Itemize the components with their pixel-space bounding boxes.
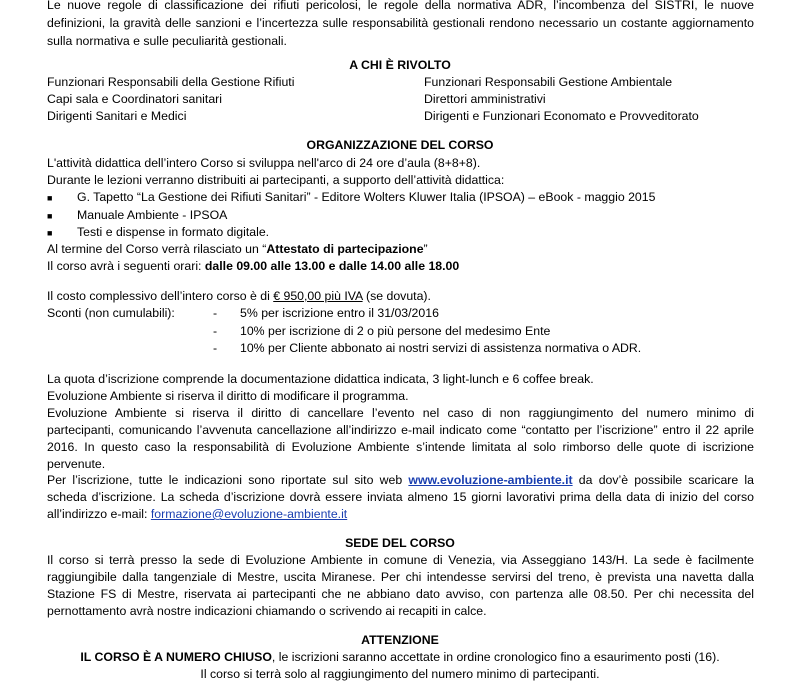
audience-left-item: Dirigenti Sanitari e Medici bbox=[47, 109, 187, 123]
venue-line-3: Stazione FS di Mestre, riservata ai partecipanti che ne abbiano dato avviso, con partenza alle 08.50. Per chi necessita del bbox=[47, 587, 754, 601]
email-prefix: all’indirizzo e-mail: bbox=[47, 507, 151, 521]
audience-right-item: Dirigenti e Funzionari Economato e Provveditorato bbox=[424, 109, 699, 123]
intro-line-3: sulla normativa e sulle peculiarità gestionali. bbox=[47, 34, 287, 48]
registration-line-1 bbox=[47, 471, 754, 489]
audience-right-item: Funzionari Responsabili Gestione Ambientale bbox=[424, 75, 673, 89]
intro-line-1: Le nuove regole di classificazione dei rifiuti pericolosi, le regole della normativa ADR, l’incombenza del SISTRI, le nuove bbox=[47, 0, 754, 12]
bullet-icon: ■ bbox=[47, 228, 53, 238]
material-item: G. Tapetto “La Gestione dei Rifiuti Sanitari” - Editore Wolters Kluwer Italia (IPSOA) – eBook - maggio 2015 bbox=[77, 190, 656, 204]
website-link[interactable]: www.evoluzione-ambiente.it bbox=[408, 473, 573, 487]
registration-line-2: scheda d’iscrizione. La scheda d’iscrizione dovrà essere inviata almeno 15 giorni lavorativi prima della data di inizio del corso bbox=[47, 490, 754, 504]
cancel-line-2: partecipanti, comunicando l’avvenuta cancellazione all’indirizzo e-mail indicato come “contatto per l’iscrizione” entro il 22 aprile bbox=[47, 423, 754, 437]
schedule-prefix: Il corso avrà i seguenti orari: bbox=[47, 259, 205, 273]
cancel-line-3: 2016. In questo caso la responsabilità di Evoluzione Ambiente s’intende limitata al solo rimborso delle quote di iscrizione bbox=[47, 440, 754, 454]
audience-left-item: Capi sala e Coordinatori sanitari bbox=[47, 92, 222, 106]
schedule-hours: dalle 09.00 alle 13.00 e dalle 14.00 alle 18.00 bbox=[204, 259, 460, 273]
discount-item: 10% per iscrizione di 2 o più persone del medesimo Ente bbox=[240, 324, 551, 338]
cancel-line-1: Evoluzione Ambiente si riserva il diritto di cancellare l’evento nel caso di non raggiungimento del numero minimo di bbox=[47, 406, 754, 420]
bullet-icon: ■ bbox=[47, 211, 53, 221]
bullet-icon: ■ bbox=[47, 193, 53, 203]
schedule-line bbox=[47, 257, 754, 275]
cost-amount: € 950,00 più IVA bbox=[273, 289, 363, 303]
venue-line-1: Il corso si terrà presso la sede di Evoluzione Ambiente in comune di Venezia, via Asseggiano 143/H. La sede è facilmente bbox=[47, 553, 754, 567]
program-modify-note: Evoluzione Ambiente si riserva il diritto di modificare il programma. bbox=[47, 389, 409, 403]
venue-heading: SEDE DEL CORSO bbox=[345, 536, 455, 550]
cancel-line-4: pervenute. bbox=[47, 457, 106, 471]
minimum-participants-note: Il corso si terrà solo al raggiungimento del numero minimo di partecipanti. bbox=[200, 667, 600, 681]
registration-prefix: Per l’iscrizione, tutte le indicazioni sono riportate sul sito web bbox=[47, 473, 409, 487]
venue-line-2: raggiungibile dalla tangenziale di Mestre, uscita Miranese. Per chi intendesse servirsi del treno, è prevista una navetta dalla bbox=[47, 570, 754, 584]
closed-course-rest: , le iscrizioni saranno accettate in ordine cronologico fino a esaurimento posti (16). bbox=[271, 650, 720, 664]
venue-line-4: pernottamento avrà nostre indicazioni chiamando o scrivendo ai recapiti in calce. bbox=[47, 604, 487, 618]
registration-suffix: da dov’è possibile scaricare la bbox=[572, 473, 754, 487]
certificate-suffix: ” bbox=[423, 242, 428, 256]
organization-heading: ORGANIZZAZIONE DEL CORSO bbox=[306, 138, 494, 152]
registration-line-3 bbox=[47, 505, 754, 523]
certificate-line bbox=[47, 240, 754, 258]
cost-line bbox=[47, 287, 754, 305]
dash-icon: - bbox=[213, 341, 218, 355]
dash-icon: - bbox=[213, 306, 218, 320]
audience-right-item: Direttori amministrativi bbox=[424, 92, 546, 106]
intro-line-2: definizioni, la gravità delle sanzioni e l’incertezza sulle responsabilità gestionali rendono necessario un costante aggiornamento bbox=[47, 16, 754, 30]
cost-prefix: Il costo complessivo dell’intero corso è di bbox=[47, 289, 274, 303]
audience-left-item: Funzionari Responsabili della Gestione Rifiuti bbox=[47, 75, 295, 89]
closed-course-note bbox=[0, 648, 800, 666]
email-link[interactable]: formazione@evoluzione-ambiente.it bbox=[150, 507, 348, 521]
discounts-label: Sconti (non cumulabili): bbox=[47, 306, 175, 320]
attention-heading: ATTENZIONE bbox=[361, 633, 439, 647]
material-item: Manuale Ambiente - IPSOA bbox=[77, 208, 228, 222]
dash-icon: - bbox=[213, 324, 218, 338]
audience-heading: A CHI È RIVOLTO bbox=[349, 58, 451, 72]
organization-materials-intro: Durante le lezioni verranno distribuiti ai partecipanti, a supporto dell’attività didattica: bbox=[47, 173, 505, 187]
discount-item: 5% per iscrizione entro il 31/03/2016 bbox=[240, 306, 439, 320]
fee-includes: La quota d’iscrizione comprende la documentazione didattica indicata, 3 light-lunch e 6 coffee break. bbox=[47, 372, 594, 386]
material-item: Testi e dispense in formato digitale. bbox=[77, 225, 270, 239]
discount-item: 10% per Cliente abbonato ai nostri servizi di assistenza normativa o ADR. bbox=[240, 341, 642, 355]
certificate-title: Attestato di partecipazione bbox=[266, 242, 424, 256]
closed-course-bold: IL CORSO È A NUMERO CHIUSO bbox=[80, 650, 272, 664]
cost-suffix: (se dovuta). bbox=[362, 289, 431, 303]
certificate-prefix: Al termine del Corso verrà rilasciato un “ bbox=[47, 242, 267, 256]
organization-hours-total: L'attività didattica dell’intero Corso si sviluppa nell'arco di 24 ore d’aula (8+8+8). bbox=[47, 156, 481, 170]
